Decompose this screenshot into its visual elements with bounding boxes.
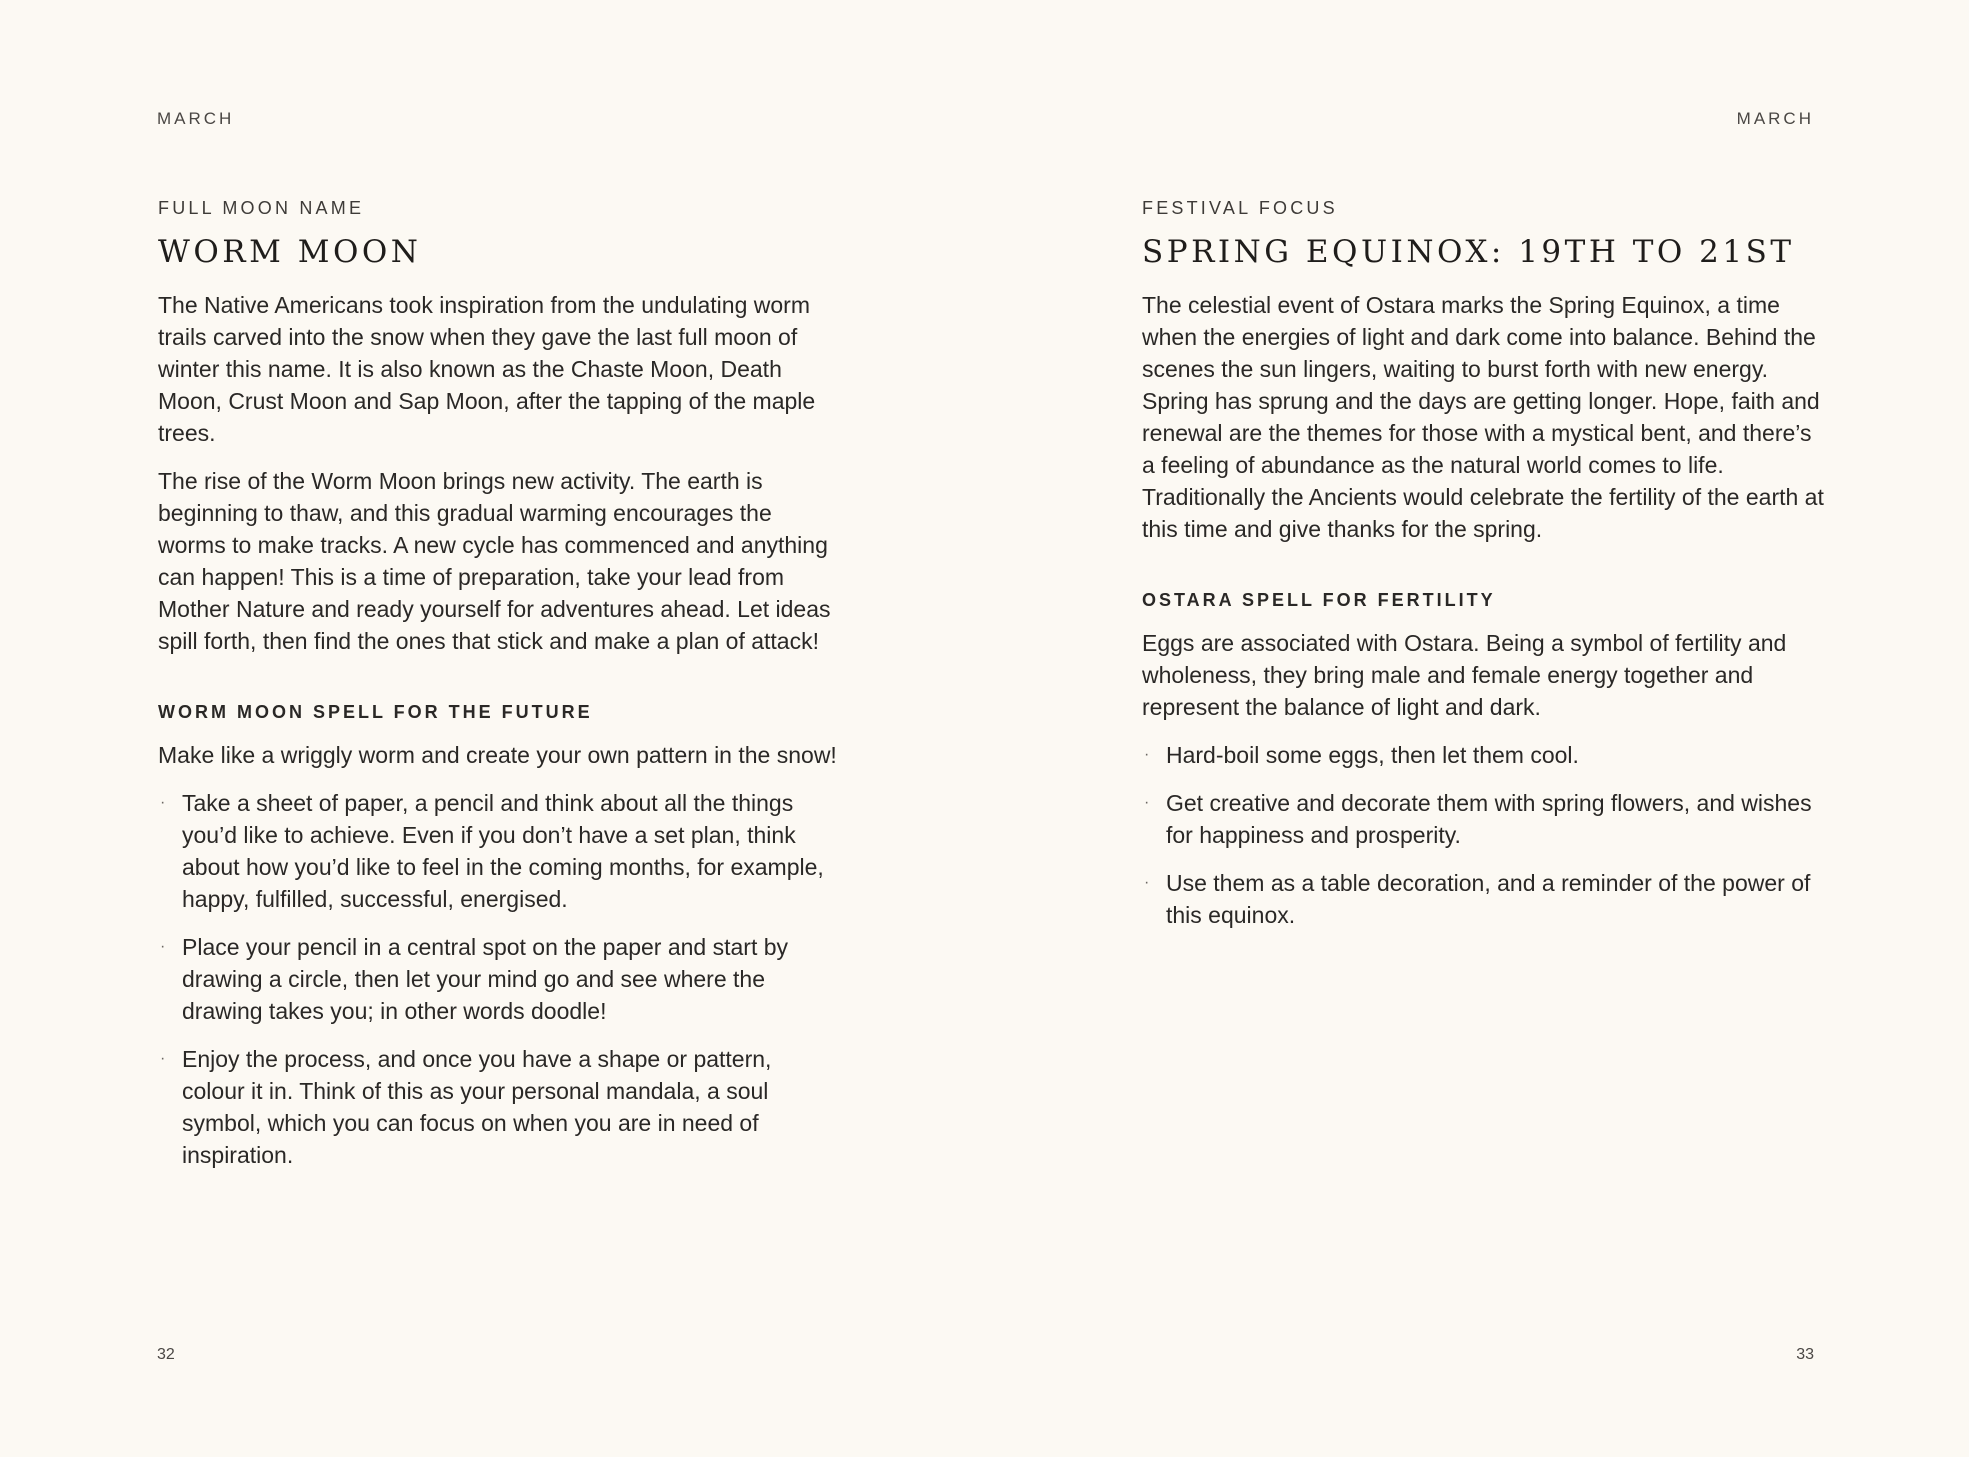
- page-number: 33: [1796, 1346, 1814, 1363]
- bullet-icon: ·: [1144, 874, 1150, 891]
- bullet-icon: ·: [160, 938, 166, 955]
- spell-heading: WORM MOON SPELL FOR THE FUTURE: [158, 702, 593, 722]
- right-page: [984, 0, 1969, 1457]
- spell-heading: OSTARA SPELL FOR FERTILITY: [1142, 590, 1496, 610]
- running-head: MARCH: [1736, 109, 1814, 128]
- left-page-content: [158, 197, 840, 1187]
- body-paragraph: The celestial event of Ostara marks the Spring Equinox, a time when the energies of light and dark come into balance. Behind the scenes the sun lingers, waiting to burst forth with new energy. Spring has sprung and the days are getting longer. Hope, faith and renewal are the themes for those with a mystical bent, and there’s a feeling of abundance as the natural world comes to life. Traditionally the Ancients would celebrate the fertility of the earth at this time and give thanks for the spring.: [1142, 292, 1824, 542]
- right-page-content: [1142, 197, 1824, 947]
- list-item: [1142, 739, 1824, 771]
- spell-intro: Eggs are associated with Ostara. Being a symbol of fertility and wholeness, they bring male and female energy together and represent the balance of light and dark.: [1142, 630, 1787, 720]
- list-item: [158, 1043, 840, 1171]
- list-item-text: Take a sheet of paper, a pencil and think about all the things you’d like to achieve. Even if you don’t have a set plan, think about how you’d like to feel in the coming months, for example, happy, fulfilled, successful, energised.: [182, 790, 824, 912]
- list-item: [1142, 787, 1824, 851]
- list-item: [158, 787, 840, 915]
- bullet-icon: ·: [1144, 794, 1150, 811]
- list-item-text: Use them as a table decoration, and a reminder of the power of this equinox.: [1166, 870, 1811, 928]
- body-paragraph: The rise of the Worm Moon brings new activity. The earth is beginning to thaw, and this gradual warming encourages the worms to make tracks. A new cycle has commenced and anything can happen! This is a time of preparation, take your lead from Mother Nature and ready yourself for adventures ahead. Let ideas spill forth, then find the ones that stick and make a plan of attack!: [158, 468, 831, 654]
- section-kicker: FULL MOON NAME: [158, 198, 365, 218]
- bullet-icon: ·: [160, 1050, 166, 1067]
- list-item-text: Place your pencil in a central spot on the paper and start by drawing a circle, then let your mind go and see where the drawing takes you; in other words doodle!: [182, 934, 789, 1024]
- spell-steps-list: [158, 787, 840, 1171]
- body-paragraph: The Native Americans took inspiration from the undulating worm trails carved into the snow when they gave the last full moon of winter this name. It is also known as the Chaste Moon, Death Moon, Crust Moon and Sap Moon, after the tapping of the maple trees.: [158, 292, 816, 446]
- list-item-text: Enjoy the process, and once you have a shape or pattern, colour it in. Think of this as your personal mandala, a soul symbol, which you can focus on when you are in need of inspiration.: [182, 1046, 772, 1168]
- section-kicker: FESTIVAL FOCUS: [1142, 198, 1338, 218]
- spell-steps-list: [1142, 739, 1824, 931]
- bullet-icon: ·: [160, 794, 166, 811]
- left-page: [0, 0, 984, 1457]
- list-item: [1142, 867, 1824, 931]
- running-head: MARCH: [157, 109, 235, 128]
- list-item: [158, 931, 840, 1027]
- page-number: 32: [157, 1346, 175, 1363]
- section-title: WORM MOON: [158, 234, 422, 270]
- list-item-text: Get creative and decorate them with spring flowers, and wishes for happiness and prosperity.: [1166, 790, 1812, 848]
- spell-intro: Make like a wriggly worm and create your own pattern in the snow!: [158, 742, 837, 768]
- list-item-text: Hard-boil some eggs, then let them cool.: [1166, 742, 1579, 768]
- section-title: SPRING EQUINOX: 19TH TO 21ST: [1142, 234, 1795, 270]
- bullet-icon: ·: [1144, 746, 1150, 763]
